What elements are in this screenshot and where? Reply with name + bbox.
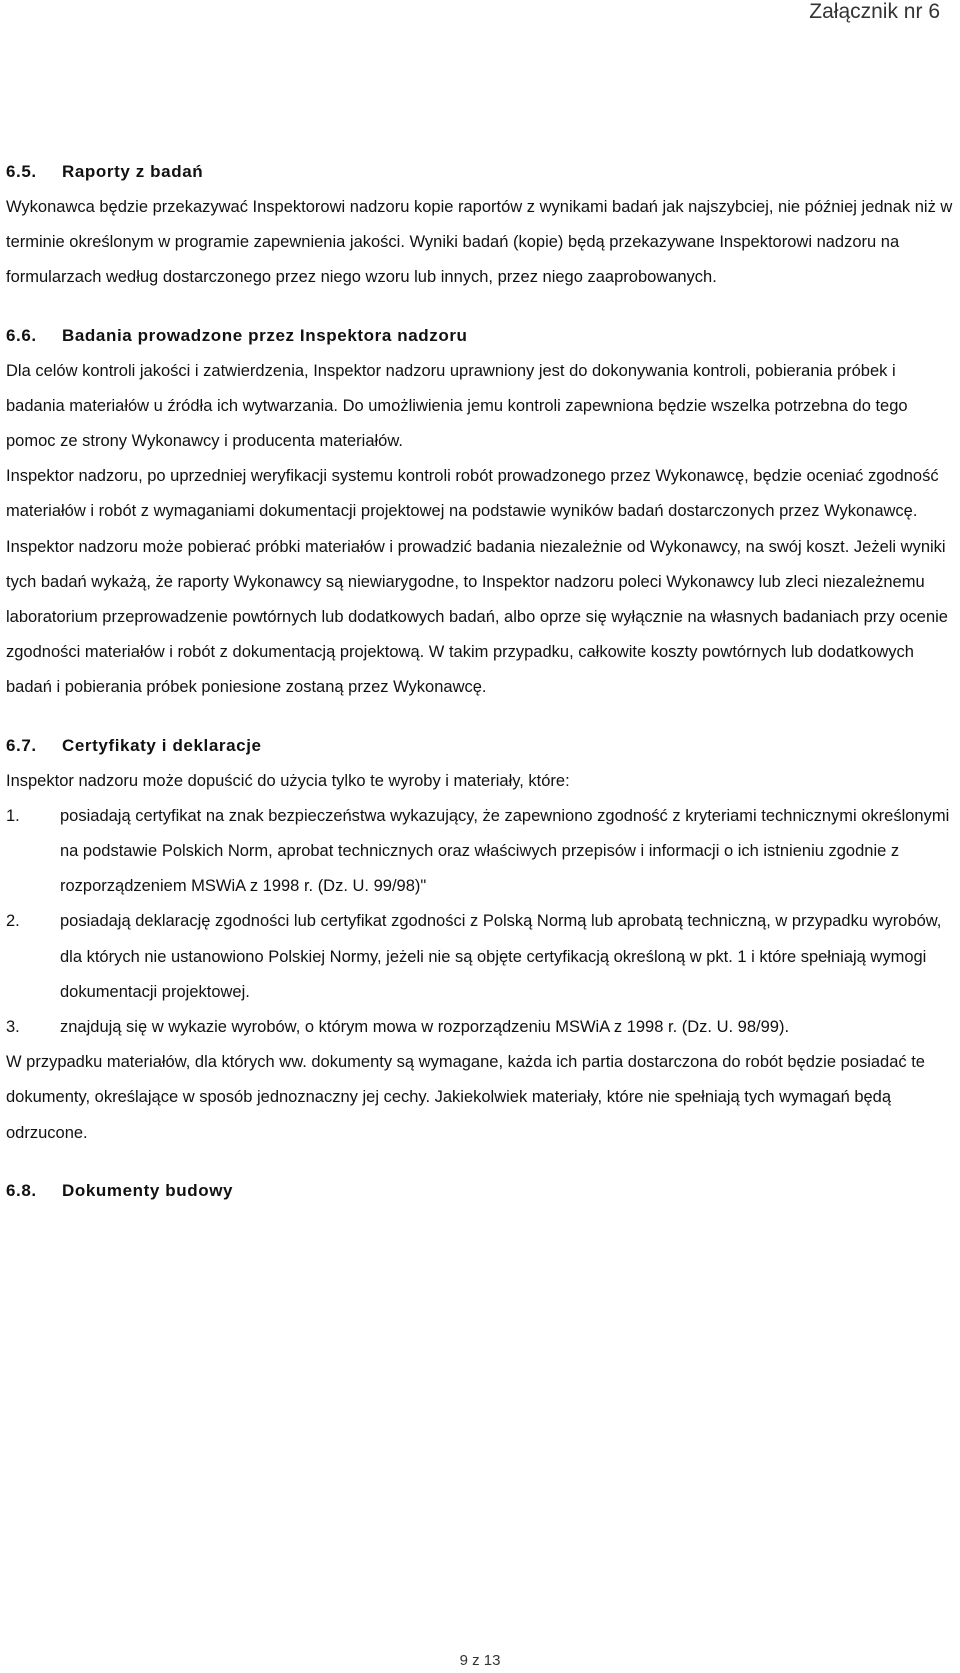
requirements-list xyxy=(6,799,954,1045)
section-6-8 xyxy=(6,1173,954,1209)
section-6-6 xyxy=(6,318,954,706)
paragraph: Inspektor nadzoru, po uprzedniej weryfikacji systemu kontroli robót prowadzonego przez Wykonawcę, będzie oceniać zgodność materiałów i robót z wymaganiami dokumentacji projektowej na podstawie wyników badań dostarczonych przez Wykonawcę. xyxy=(6,467,939,521)
paragraph: Inspektor nadzoru może dopuścić do użycia tylko te wyroby i materiały, które: xyxy=(6,771,570,790)
paragraph: Wykonawca będzie przekazywać Inspektorowi nadzoru kopie raportów z wynikami badań jak najszybciej, nie później jednak niż w terminie określonym w programie zapewnienia jakości. Wyniki badań (kopie) będą przekazywane Inspektorowi nadzoru na formularzach według dostarczonego przez niego wzoru lub innych, przez niego zaaprobowanych. xyxy=(6,198,953,287)
section-heading: 6.5. Raporty z badań xyxy=(6,162,204,181)
section-heading: 6.8. Dokumenty budowy xyxy=(6,1180,234,1200)
paragraph: Dla celów kontroli jakości i zatwierdzenia, Inspektor nadzoru uprawniony jest do dokonywania kontroli, pobierania próbek i badania materiałów u źródła ich wytwarzania. Do umożliwienia jemu kontroli zapewniona będzie wszelka potrzebna do tego pomoc ze strony Wykonawcy i producenta materiałów. xyxy=(6,361,908,451)
paragraph: Inspektor nadzoru może pobierać próbki materiałów i prowadzić badania niezależnie od Wykonawcy, na swój koszt. Jeżeli wyniki tych badań wykażą, że raporty Wykonawcy są niewiarygodne, to Inspektor nadzoru poleci Wykonawcy lub zleci niezależnemu laboratorium przeprowadzenie powtórnych lub dodatkowych badań, albo oprze się wyłącznie na własnych badaniach przy ocenie zgodności materiałów i robót z dokumentacją projektową. W takim przypadku, całkowite koszty powtórnych lub dodatkowych badań i pobierania próbek poniesione zostaną przez Wykonawcę. xyxy=(6,537,948,697)
list-item: 1. posiadają certyfikat na znak bezpieczeństwa wykazujący, że zapewniono zgodność z kryteriami technicznymi określonymi na podstawie Polskich Norm, aprobat technicznych oraz właściwych przepisów i informacji o ich istnieniu zgodnie z rozporządzeniem MSWiA z 1998 r. (Dz. U. 99/98)" xyxy=(6,806,950,896)
section-heading: 6.6. Badania prowadzone przez Inspektora nadzoru xyxy=(6,325,468,345)
list-item: 2. posiadają deklarację zgodności lub certyfikat zgodności z Polską Normą lub aprobatą techniczną, w przypadku wyrobów, dla których nie ustanowiono Polskiej Normy, jeżeli nie są objęte certyfikacją określoną w pkt. 1 i które spełniają wymogi dokumentacji projektowej. xyxy=(6,912,942,1001)
section-6-5 xyxy=(6,154,954,296)
document-body xyxy=(6,154,954,1209)
paragraph: W przypadku materiałów, dla których ww. dokumenty są wymagane, każda ich partia dostarczona do robót będzie posiadać te dokumenty, określające w sposób jednoznaczny jej cechy. Jakiekolwiek materiały, które nie spełniają tych wymagań będą odrzucone. xyxy=(6,1053,925,1142)
section-6-7 xyxy=(6,728,954,1151)
list-item: 3. znajdują się w wykazie wyrobów, o którym mowa w rozporządzeniu MSWiA z 1998 r. (Dz. U. 98/99). xyxy=(6,1018,790,1037)
section-heading: 6.7. Certyfikaty i deklaracje xyxy=(6,735,262,755)
page-number: 9 z 13 xyxy=(459,1652,501,1669)
document-header: Załącznik nr 6 xyxy=(809,0,940,23)
